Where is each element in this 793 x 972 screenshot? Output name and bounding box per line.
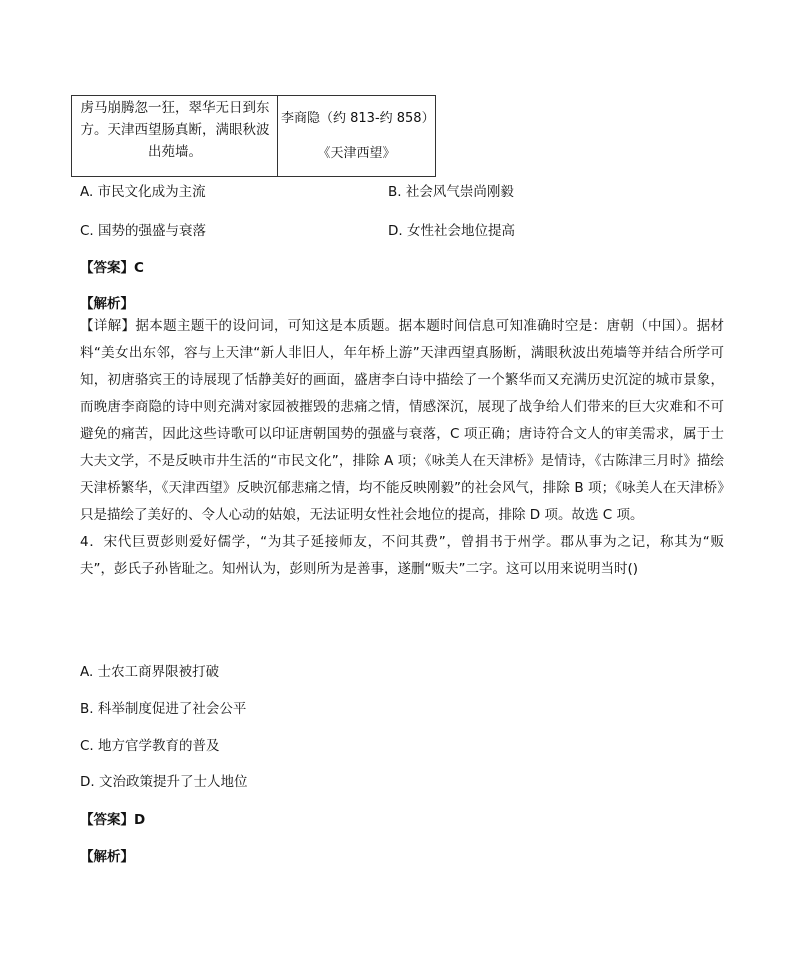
q3-answer: 【答案】C bbox=[80, 260, 144, 276]
q4-answer: 【答案】D bbox=[80, 812, 146, 828]
q3-option-d[interactable]: D. 女性社会地位提高 bbox=[388, 223, 515, 239]
poem-source-cell bbox=[278, 96, 435, 176]
q3-option-b[interactable]: B. 社会风气崇尚刚毅 bbox=[388, 184, 514, 200]
q3-option-c[interactable]: C. 国势的强盛与衰落 bbox=[80, 223, 207, 239]
q4-question-stem: 4．宋代巨贾彭则爱好儒学，“为其子延接师友，不问其费”，曾捐书于州学。郡从事为之记，称其为“贩夫”，彭氏子孙皆耻之。知州认为，彭则所为是善事，遂删“贩夫”二字。这可以用来说明当时() bbox=[80, 534, 724, 577]
poem-table bbox=[71, 95, 436, 177]
q4-option-c[interactable]: C. 地方官学教育的普及 bbox=[80, 738, 220, 754]
q4-analysis-heading: 【解析】 bbox=[80, 849, 134, 865]
q3-analysis-heading: 【解析】 bbox=[80, 296, 134, 312]
poem-title: 《天津西望》 bbox=[317, 146, 396, 161]
q4-option-b[interactable]: B. 科举制度促进了社会公平 bbox=[80, 701, 247, 717]
q3-option-a[interactable]: A. 市民文化成为主流 bbox=[80, 184, 206, 200]
q4-option-d[interactable]: D. 文治政策提升了士人地位 bbox=[80, 774, 248, 790]
q4-option-a[interactable]: A. 士农工商界限被打破 bbox=[80, 664, 220, 680]
poem-text-cell: 虏马崩腾忽一狂，翠华无日到东方。天津西望肠真断，满眼秋波出苑墙。 bbox=[72, 96, 278, 176]
q3-detail-paragraph: 【详解】据本题主题干的设问词，可知这是本质题。据本题时间信息可知准确时空是：唐朝（中国）。据材料“美女出东邻，容与上天津“新人非旧人，年年桥上游”天津西望真肠断，满眼秋波出苑墙等并结合所学可知，初唐骆宾王的诗展现了恬静美好的画面，盛唐李白诗中描绘了一个繁华而又充满历史沉淀的城市景象，而晚唐李商隐的诗中则充满对家园被摧毁的悲痛之情，情感深沉，展现了战争给人们带来的巨大灾难和不可避免的痛苦，因此这些诗歌可以印证唐朝国势的强盛与衰落，C 项正确；唐诗符合文人的审美需求，属于士大夫文学，不是反映市井生活的“市民文化”，排除 A 项；《咏美人在天津桥》是情诗，《古陈津三月时》描绘天津桥繁华，《天津西望》反映沉郁悲痛之情，均不能反映刚毅”的社会风气，排除 B 项；《咏美人在天津桥》只是描绘了美好的、令人心动的姑娘，无法证明女性社会地位的提高，排除 D 项。故选 C 项。 bbox=[80, 318, 724, 523]
poem-author: 李商隐（约 813-约 858） bbox=[281, 111, 435, 126]
